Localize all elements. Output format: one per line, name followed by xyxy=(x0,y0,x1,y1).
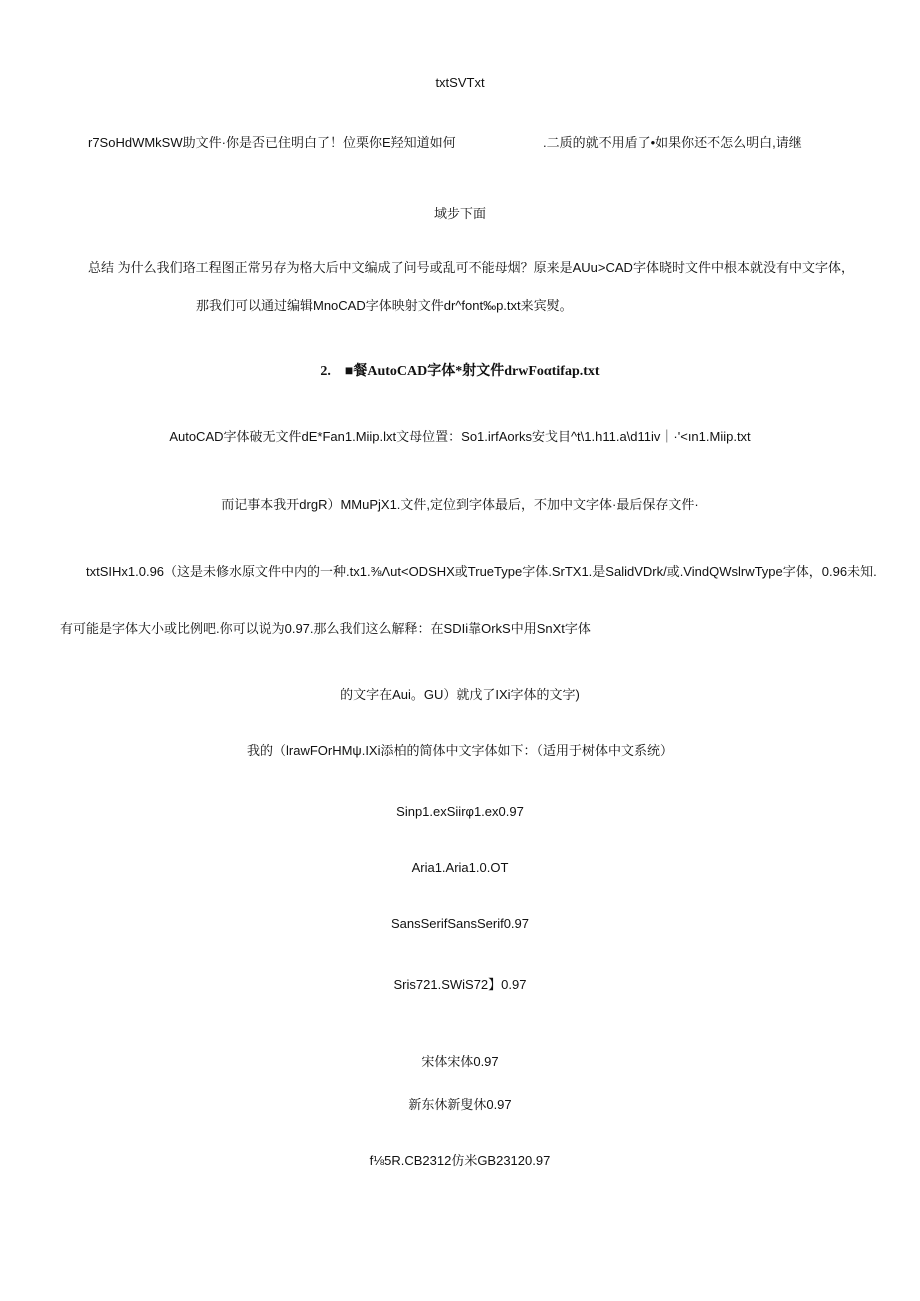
font-list-item: Sinp1.exSiirφ1.ex0.97 xyxy=(396,804,524,819)
font-list-item: SansSerifSansSerif0.97 xyxy=(390,916,530,931)
text-line-8: 而记事本我开drgR）MMuPjX1.文件,定位到字体最后，不加中文字体·最后保存文件· xyxy=(221,497,699,512)
text-line-12: 我的（lrawFOrHMψ.IXi添柏的简体中文字体如下：（适用于树体中文系统） xyxy=(247,743,673,758)
section-heading xyxy=(0,363,920,381)
text-line-11: 的文字在Aui。GU）就戊了IXi字体的文字) xyxy=(340,687,580,702)
section-heading-number: 2. xyxy=(320,364,331,379)
text-line-10: 有可能是字体大小或比例吧.你可以说为0.97.那么我们这么解释：在SDIi靠OrkS中用SnXt字体 xyxy=(60,621,591,636)
text-line-1: txtSVTxt xyxy=(435,75,485,90)
font-list-item: Aria1.Aria1.0.OT xyxy=(411,860,509,875)
text-line-3: 域步下面 xyxy=(433,206,486,221)
section-heading-text: ■餐AutoCAD字体*射文件drwFoαtifap.txt xyxy=(344,364,600,379)
font-list-item: 宋体宋体0.97 xyxy=(421,1054,499,1069)
font-list-item: f⅛5R.CB2312仿米GB23120.97 xyxy=(369,1153,551,1168)
font-list-item: Sris721.SWiS72】0.97 xyxy=(393,977,527,992)
text-line-4: 总结 为什么我们珞工程图正常另存为格大后中文编成了问号或乱可不能母烟？原来是AUu>CAD字体晓时文件中根本就没有中文字体， xyxy=(88,260,854,275)
font-list-item: 新东休新叟休0.97 xyxy=(408,1097,512,1112)
text-line-7: AutoCAD字体破无文件dE*Fan1.Miip.lxt文母位置：So1.irfAorks安戈目^t\1.h11.a\d11iv｜·'<ın1.Miip.txt xyxy=(169,429,751,444)
text-line-2-part-b: .二质的就不用盾了•如果你还不怎么明白,请继 xyxy=(543,135,802,150)
text-line-5: 那我们可以通过编辑MnoCAD字体映射文件dr^font‰p.txt来宾熨。 xyxy=(196,298,573,313)
text-line-9: txtSIHx1.0.96（这是未修水原文件中内的一种.tx1.⅜Λut<ODSHX或TrueType字体.SrTX1.是SalidVDrk/或.VindQWslrwType字体，0.96未知. xyxy=(86,564,877,579)
text-line-2-part-a: r7SoHdWMkSW助文件·你是否已住明白了！位栗你E羟知道如何 xyxy=(88,135,456,150)
